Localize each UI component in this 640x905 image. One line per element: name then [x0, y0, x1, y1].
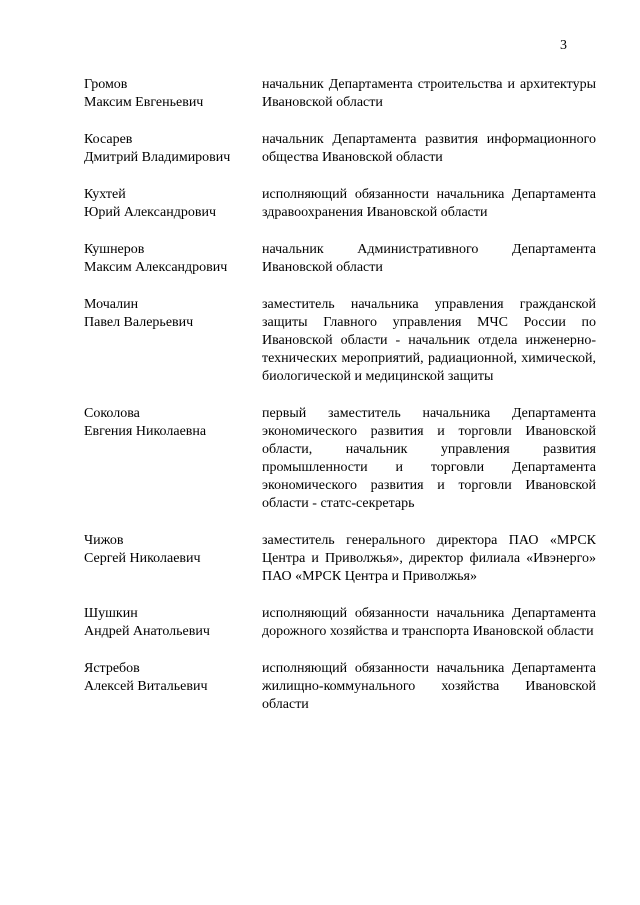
member-position: исполняющий обязанности начальника Департамента дорожного хозяйства и транспорта Ивановской области [262, 606, 596, 639]
member-position: начальник Административного Департамента Ивановской области [262, 242, 596, 275]
member-surname: Кухтей [84, 187, 126, 202]
member-position: начальник Департамента строительства и архитектуры Ивановской области [262, 77, 596, 110]
member-given-names: Юрий Александрович [84, 205, 216, 220]
member-given-names: Дмитрий Владимирович [84, 150, 231, 165]
member-name [84, 241, 262, 277]
member-name [84, 405, 262, 513]
member-name [84, 76, 262, 112]
member-position: начальник Департамента развития информационного общества Ивановской области [262, 132, 596, 165]
member-surname: Чижов [84, 533, 124, 548]
member-entry [84, 186, 596, 222]
member-surname: Соколова [84, 406, 140, 421]
member-surname: Шушкин [84, 606, 138, 621]
member-name [84, 660, 262, 714]
member-entry [84, 241, 596, 277]
member-surname: Ястребов [84, 661, 140, 676]
member-given-names: Андрей Анатольевич [84, 624, 210, 639]
member-given-names: Евгения Николаевна [84, 424, 207, 439]
member-entry [84, 296, 596, 386]
member-entry [84, 605, 596, 641]
member-entry [84, 405, 596, 513]
member-name [84, 186, 262, 222]
member-position: исполняющий обязанности начальника Департамента жилищно-коммунального хозяйства Ивановской области [262, 661, 596, 712]
member-given-names: Павел Валерьевич [84, 315, 194, 330]
member-position: заместитель генерального директора ПАО «МРСК Центра и Приволжья», директор филиала «Ивэнерго» ПАО «МРСК Центра и Приволжья» [262, 533, 596, 584]
member-position: заместитель начальника управления гражданской защиты Главного управления МЧС России по Ивановской области - начальник отдела инженерно-технических мероприятий, радиационной, химической, биологической и медицинской защиты [262, 297, 596, 384]
page-number: 3 [560, 38, 567, 53]
member-surname: Громов [84, 77, 128, 92]
member-given-names: Максим Александрович [84, 260, 228, 275]
member-surname: Кушнеров [84, 242, 145, 257]
member-surname: Косарев [84, 132, 133, 147]
member-entry [84, 532, 596, 586]
member-position: исполняющий обязанности начальника Департамента здравоохранения Ивановской области [262, 187, 596, 220]
member-entry [84, 131, 596, 167]
member-given-names: Сергей Николаевич [84, 551, 201, 566]
member-given-names: Алексей Витальевич [84, 679, 208, 694]
member-position: первый заместитель начальника Департамента экономического развития и торговли Ивановской области, начальник управления развития промышленности и торговли Департамента экономического развития и торговли Ивановской области - статс-секретарь [262, 406, 596, 511]
member-surname: Мочалин [84, 297, 139, 312]
member-name [84, 131, 262, 167]
member-given-names: Максим Евгеньевич [84, 95, 204, 110]
member-entry [84, 660, 596, 714]
member-name [84, 296, 262, 386]
member-name [84, 605, 262, 641]
member-entry [84, 76, 596, 112]
member-name [84, 532, 262, 586]
member-list [84, 76, 596, 733]
